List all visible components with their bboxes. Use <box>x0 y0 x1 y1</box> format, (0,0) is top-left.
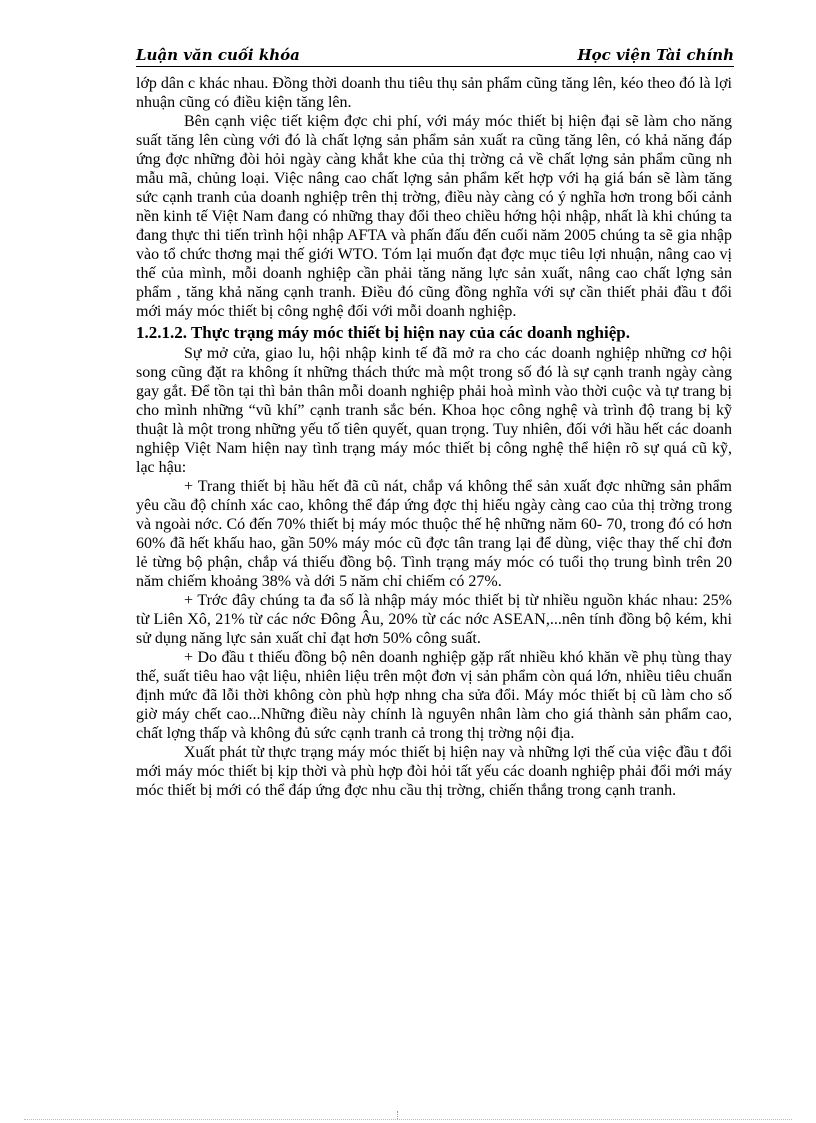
paragraph-opening-up: Sự mở cửa, giao lu, hội nhập kinh tế đã mở ra cho các doanh nghiệp những cơ hội song cũng đặt ra không ít những thách thức mà một trong số đó là sự cạnh tranh ngày càng gay gắt. Để tồn tại thì bản thân mỗi doanh nghiệp phải hoà mình vào thời cuộc và tự trang bị cho mình những “vũ khí” cạnh tranh sắc bén. Khoa học công nghệ và trình độ trang bị kỹ thuật là một trong những yếu tố tiên quyết, quan trọng. Tuy nhiên, đối với hầu hết các doanh nghiệp Việt Nam hiện nay tình trạng máy móc thiết bị công nghệ thể hiện rõ sự quá cũ kỹ, lạc hậu: <box>136 345 732 476</box>
page-footer-tick <box>397 1111 398 1119</box>
page-footer-divider <box>24 1119 792 1120</box>
page-header <box>136 42 734 67</box>
paragraph-conclusion: Xuất phát từ thực trạng máy móc thiết bị hiện nay và những lợi thế của việc đầu t đổi mới máy móc thiết bị kịp thời và phù hợp đòi hỏi tất yếu các doanh nghiệp phải đổi mới máy móc thiết bị mới có thể đáp ứng đợc nhu cầu thị trờng, chiến thắng trong cạnh tranh. <box>136 744 732 799</box>
paragraph-imports: + Trớc đây chúng ta đa số là nhập máy móc thiết bị từ nhiều nguồn khác nhau: 25% từ Liên Xô, 21% từ các nớc Đông Âu, 20% từ các nớc ASEAN,...nên tính đồng bộ kém, khi sử dụng năng lực sản xuất chỉ đạt hơn 50% công suất. <box>136 592 732 647</box>
paragraph-equipment-old: + Trang thiết bị hầu hết đã cũ nát, chắp vá không thể sản xuất đợc những sản phẩm yêu cầu độ chính xác cao, không thể đáp ứng đợc thị hiếu ngày càng cao của thị trờng trong và ngoài nớc. Có đến 70% thiết bị máy móc thuộc thế hệ những năm 60- 70, trong đó có hơn 60% đã hết khấu hao, gần 50% máy móc cũ đợc tân trang lại để dùng, việc thay thế chỉ đơn lẻ từng bộ phận, chắp vá thiếu đồng bộ. Tình trạng máy móc có tuổi thọ trung bình trên 20 năm chiếm khoảng 38% và dới 5 năm chỉ chiếm có 27%. <box>136 478 732 590</box>
header-thesis-title: Luận văn cuối khóa <box>136 46 300 64</box>
header-institution: Học viện Tài chính <box>577 46 734 64</box>
section-heading: 1.2.1.2. Thực trạng máy móc thiết bị hiện nay của các doanh nghiệp. <box>136 323 630 342</box>
paragraph-continuation: lớp dân c khác nhau. Đồng thời doanh thu tiêu thụ sản phẩm cũng tăng lên, kéo theo đó là lợi nhuận cũng có điều kiện tăng lên. <box>136 75 732 111</box>
paragraph-unsynchronized: + Do đầu t thiếu đồng bộ nên doanh nghiệp gặp rất nhiều khó khăn về phụ tùng thay thế, suất tiêu hao vật liệu, nhiên liệu trên một đơn vị sản phẩm còn quá lớn, nhiều tiêu chuẩn định mức đã lỗi thời không còn phù hợp nhng cha sửa đổi. Máy móc thiết bị cũ làm cho số giờ máy chết cao...Những điều này chính là nguyên nhân làm cho giá thành sản phẩm cao, chất lợng thấp và không đủ sức cạnh tranh cả trong thị trờng nội địa. <box>136 649 732 742</box>
document-body <box>136 74 732 800</box>
paragraph-cost-savings: Bên cạnh việc tiết kiệm đợc chi phí, với máy móc thiết bị hiện đại sẽ làm cho năng suất tăng lên cùng với đó là chất lợng sản phẩm sản xuất ra cũng tăng lên, có khả năng đáp ứng đợc những đòi hỏi ngày càng khắt khe của thị trờng cả về chất lợng sản phẩm cũng nh mẫu mã, chủng loại. Việc nâng cao chất lợng sản phẩm kết hợp với hạ giá bán sẽ làm tăng sức cạnh tranh của doanh nghiệp trên thị trờng, điều này càng có ý nghĩa hơn trong bối cảnh nền kinh tế Việt Nam đang có những thay đổi theo chiều hớng hội nhập, nhất là khi chúng ta đang thực thi tiến trình hội nhập AFTA và phấn đấu đến cuối năm 2005 chúng ta sẽ gia nhập vào tổ chức thơng mại thế giới WTO. Tóm lại muốn đạt đợc mục tiêu lợi nhuận, nâng cao vị thế của mình, mỗi doanh nghiệp cần phải tăng năng lực sản xuất, nâng cao chất lợng sản phẩm , tăng khả năng cạnh tranh. Điều đó cũng đồng nghĩa với sự cần thiết phải đầu t đổi mới máy móc thiết bị công nghệ đối với mỗi doanh nghiệp. <box>136 113 732 320</box>
